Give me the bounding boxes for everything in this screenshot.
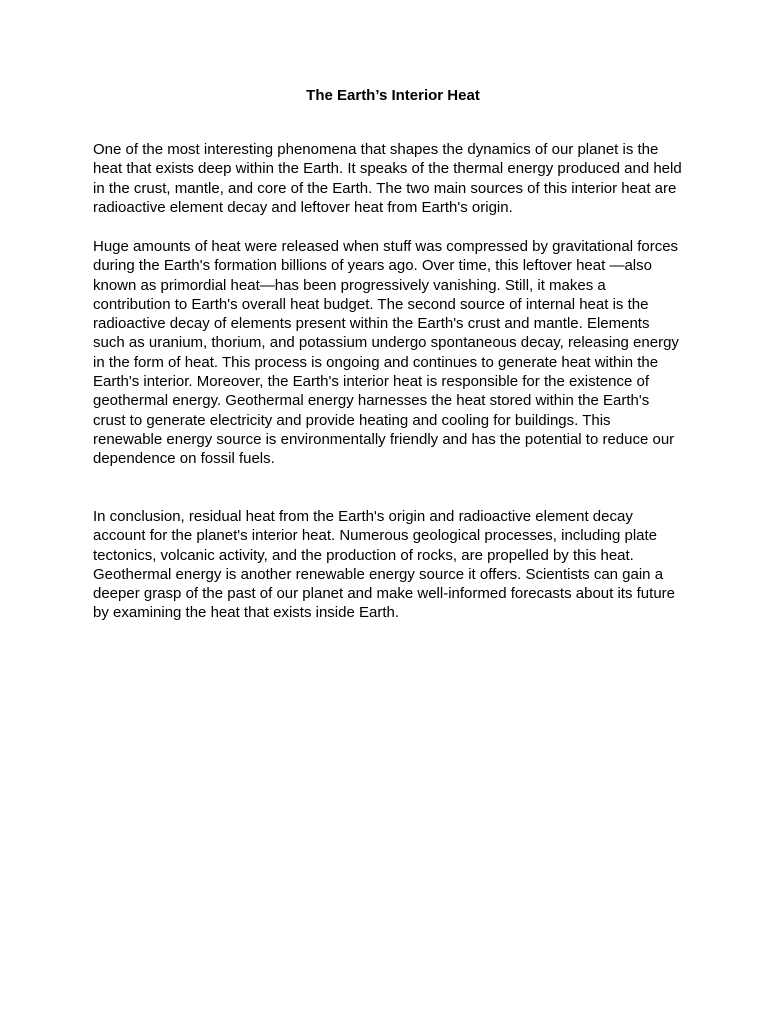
paragraph-conclusion: In conclusion, residual heat from the Earth's origin and radioactive element decay account for the planet's interior heat. Numerous geological processes, including plate tectonics, volcanic activity, and the production of rocks, are propelled by this heat. Geothermal energy is another renewable energy source it offers. Scientists can gain a deeper grasp of the past of our planet and make well-informed forecasts about its future by examining the heat that exists inside Earth. — [93, 508, 675, 622]
paragraph-heat-sources: Huge amounts of heat were released when stuff was compressed by gravitational forces during the Earth's formation billions of years ago. Over time, this leftover heat —also known as primordial heat—has been progressively vanishing. Still, it makes a contribution to Earth's overall heat budget. The second source of internal heat is the radioactive decay of elements present within the Earth's crust and mantle. Elements such as uranium, thorium, and potassium undergo spontaneous decay, releasing energy in the form of heat. This process is ongoing and continues to generate heat within the Earth's interior. Moreover, the Earth's interior heat is responsible for the existence of geothermal energy. Geothermal energy harnesses the heat stored within the Earth's crust to generate electricity and provide heating and cooling for buildings. This renewable energy source is environmentally friendly and has the potential to reduce our dependence on fossil fuels. — [93, 238, 679, 468]
document-title: The Earth’s Interior Heat — [306, 87, 480, 104]
paragraph-introduction: One of the most interesting phenomena that shapes the dynamics of our planet is the heat that exists deep within the Earth. It speaks of the thermal energy produced and held in the crust, mantle, and core of the Earth. The two main sources of this interior heat are radioactive element decay and leftover heat from Earth's origin. — [93, 141, 682, 216]
